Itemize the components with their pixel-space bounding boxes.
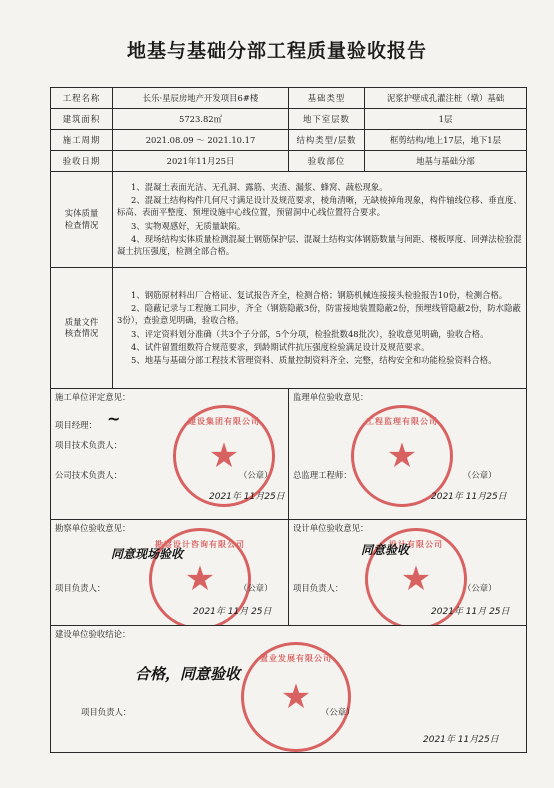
docs-label: 质量文件核查情况 <box>51 268 113 389</box>
period-value: 2021.08.09 ～ 2021.10.17 <box>113 130 289 151</box>
project-name: 长乐·星辰房地产开发项目6#楼 <box>113 88 289 109</box>
area-label: 建筑面积 <box>51 109 113 130</box>
docs-item: 1、钢筋原材料出厂合格证、复试报告齐全，检测合格；钢筋机械连接接头检验报告10份，检测合格。 <box>131 289 508 300</box>
entity-item: 4、现场结构实体质量检测混凝土钢筋保护层、混凝土结构实体钢筋数量与间距、楼板厚度、回弹法检验混凝土抗压强度，检测全部合格。 <box>117 233 522 256</box>
owner-heading: 建设单位验收结论： <box>55 629 131 639</box>
construction-stamp-text: 建设集团有限公司 <box>188 416 260 426</box>
stamp-star-icon: ★ <box>400 559 432 599</box>
construction-cell <box>51 389 289 520</box>
docs-item: 3、评定资料划分准确（共3个子分部，5个分项，检验批数48批次），验收意见明确，验收合格。 <box>131 328 489 339</box>
docs-item: 2、隐蔽记录与工程施工同步，齐全（钢筋隐蔽3份，防雷接地装置隐蔽2份，预埋线管隐蔽2份，防水隐蔽3份），查验意见明确，验收合格。 <box>117 303 521 326</box>
supervision-cell <box>289 389 527 520</box>
owner-seal-note: （公章） <box>321 707 355 717</box>
owner-opinion: 合格，同意验收 <box>135 665 241 683</box>
stamp-star-icon: ★ <box>184 559 216 599</box>
row-area <box>51 109 527 130</box>
row-owner <box>51 626 527 753</box>
accept-date-value: 2021年11月25日 <box>113 151 289 172</box>
accept-part-value: 地基与基础分部 <box>365 151 527 172</box>
period-label: 施工周期 <box>51 130 113 151</box>
survey-heading: 勘察单位验收意见： <box>55 523 131 533</box>
docs-item: 4、试件留置组数符合规范要求，到龄期试件抗压强度检验满足设计及规范要求。 <box>131 341 430 352</box>
docs-content <box>113 268 527 389</box>
accept-part-label: 验收部位 <box>289 151 365 172</box>
company-tech-label: 公司技术负责人： <box>55 470 122 480</box>
supervision-date: 2021年 11月25日 <box>431 492 507 502</box>
row-sign-2 <box>51 520 527 626</box>
design-cell <box>289 520 527 626</box>
design-heading: 设计单位验收意见： <box>293 523 369 533</box>
owner-leader-label: 项目负责人： <box>81 707 132 717</box>
design-date: 2021年 11月 25日 <box>431 607 510 617</box>
design-opinion: 同意验收 <box>361 543 410 557</box>
structure-label: 结构类型/层数 <box>289 130 365 151</box>
basement-value: 1层 <box>365 109 527 130</box>
acceptance-table <box>50 87 527 753</box>
survey-opinion: 同意现场验收 <box>111 547 184 561</box>
entity-item: 1、混凝土表面光洁、无孔洞、露筋、夹渣、漏浆、蜂窝、蔬松现象。 <box>131 181 388 192</box>
supervision-heading: 监理单位验收意见： <box>293 392 369 402</box>
entity-label: 实体质量检查情况 <box>51 172 113 268</box>
docs-item: 5、地基与基础分部工程技术管理资料、质量控制资料齐全、完整，结构安全和功能检验资料合格。 <box>131 354 497 365</box>
survey-leader-label: 项目负责人： <box>55 583 106 593</box>
survey-date: 2021年 11月 25日 <box>193 607 272 617</box>
stamp-star-icon: ★ <box>280 677 312 717</box>
owner-stamp <box>241 642 351 752</box>
supervision-seal-note: （公章） <box>463 470 497 480</box>
manager-label: 项目经理： <box>55 420 97 430</box>
construction-seal-note: （公章） <box>239 470 273 480</box>
accept-date-label: 验收日期 <box>51 151 113 172</box>
supervision-stamp-text: 工程监理有限公司 <box>366 416 438 426</box>
entity-content <box>113 172 527 268</box>
project-name-label: 工程名称 <box>51 88 113 109</box>
owner-cell <box>51 626 527 753</box>
tech-label: 项目技术负责人： <box>55 440 122 450</box>
construction-date: 2021年 11月25日 <box>209 492 285 502</box>
row-period <box>51 130 527 151</box>
structure-value: 框剪结构/地上17层，地下1层 <box>365 130 527 151</box>
survey-cell <box>51 520 289 626</box>
construction-heading: 施工单位评定意见： <box>55 392 131 402</box>
stamp-star-icon: ★ <box>386 436 418 476</box>
basement-label: 地下室层数 <box>289 109 365 130</box>
foundation-type-label: 基础类型 <box>289 88 365 109</box>
row-entity <box>51 172 527 268</box>
survey-seal-note: （公章） <box>239 583 273 593</box>
owner-stamp-text: 置业发展有限公司 <box>260 653 332 663</box>
row-project <box>51 88 527 109</box>
row-date <box>51 151 527 172</box>
report-title: 地基与基础分部工程质量验收报告 <box>126 40 427 62</box>
row-docs <box>51 268 527 389</box>
row-sign-1 <box>51 389 527 520</box>
manager-signature: ~ <box>107 409 121 428</box>
chief-label: 总监理工程师： <box>293 470 352 480</box>
stamp-star-icon: ★ <box>208 436 240 476</box>
entity-item: 2、混凝土结构构件几何尺寸满足设计及规范要求，棱角清晰，无缺棱掉角现象，构件轴线位移、垂直度、标高、表面平整度、预埋设施中心线位置，预留洞中心线位置符合要求。 <box>117 195 522 218</box>
area-value: 5723.82㎡ <box>113 109 289 130</box>
design-seal-note: （公章） <box>463 583 497 593</box>
entity-item: 3、实物观感好，无质量缺陷。 <box>131 220 246 231</box>
design-leader-label: 项目负责人： <box>293 583 344 593</box>
foundation-type: 泥浆护壁成孔灌注桩（墩）基础 <box>365 88 527 109</box>
owner-date: 2021年 11月25日 <box>423 735 499 745</box>
survey-stamp-text: 勘察设计咨询有限公司 <box>155 539 245 549</box>
design-stamp-text: 设计有限公司 <box>389 539 443 549</box>
